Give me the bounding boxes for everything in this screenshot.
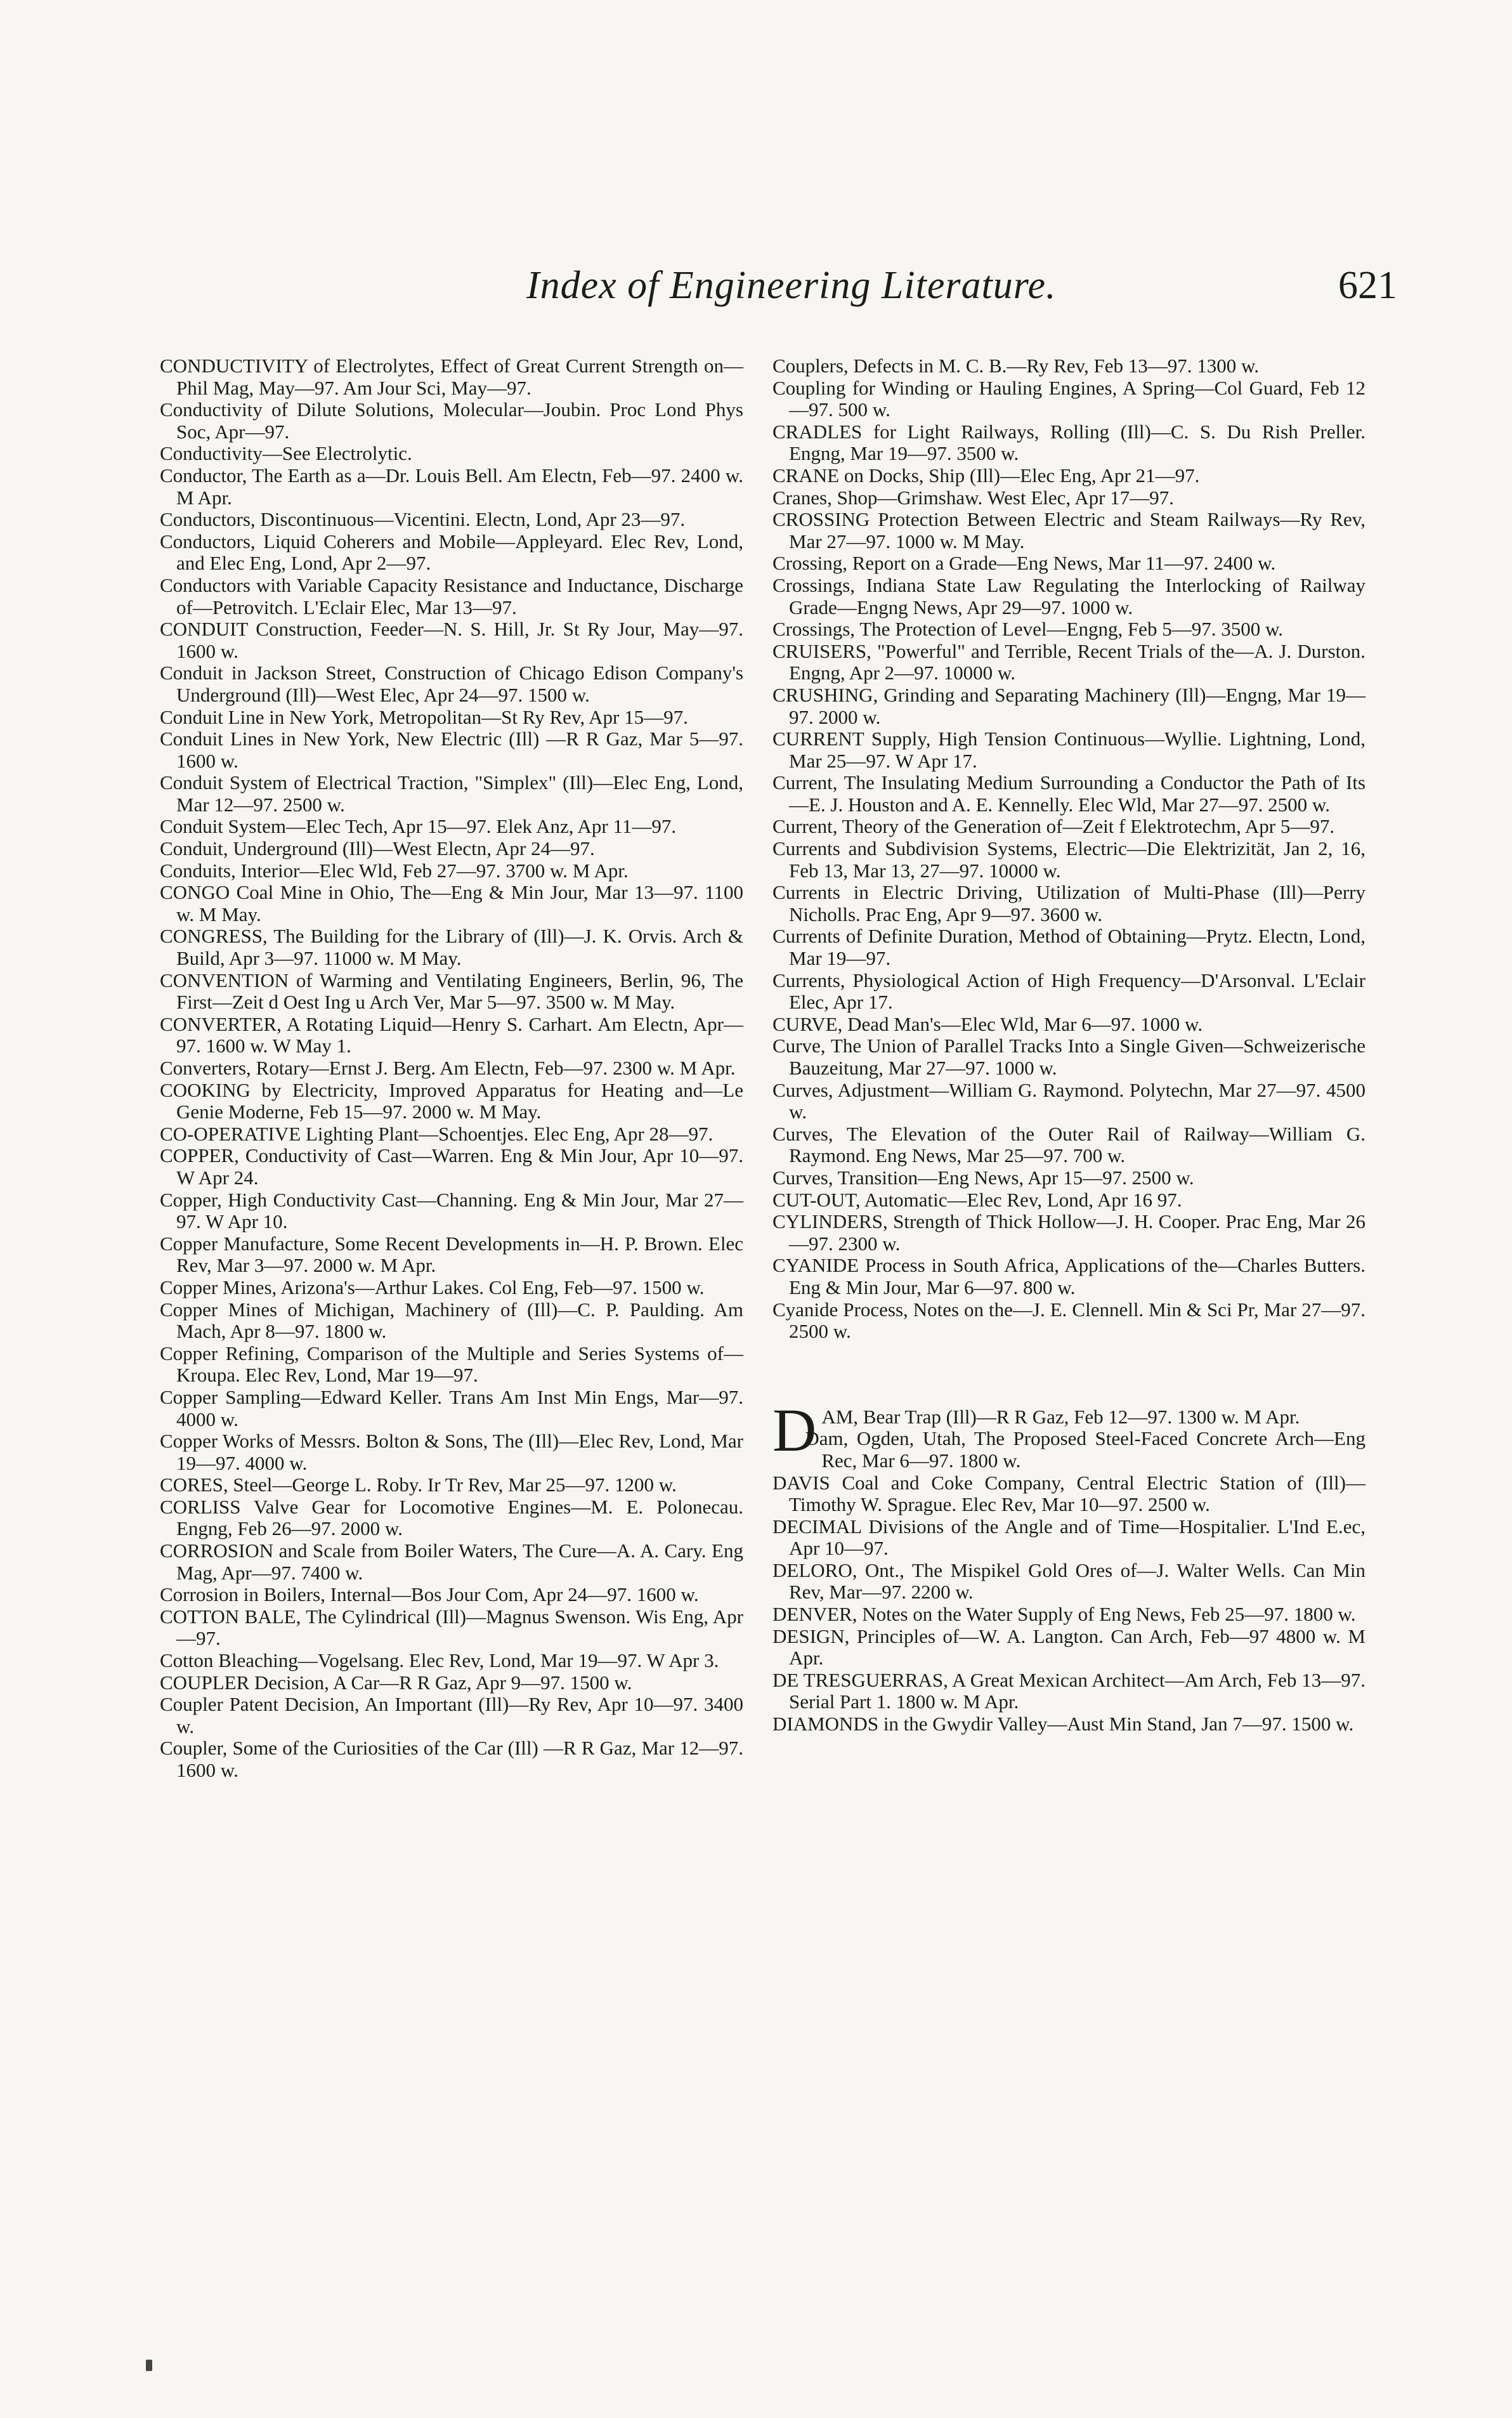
d-section-entries [772,1428,1365,1735]
index-entry: Copper Works of Messrs. Bolton & Sons, The (Ill)—Elec Rev, Lond, Mar 19—97. 4000 w. [160,1430,743,1474]
index-entry: CONGO Coal Mine in Ohio, The—Eng & Min Jour, Mar 13—97. 1100 w. M May. [160,881,743,925]
index-entry: CO-OPERATIVE Lighting Plant—Schoentjes. Elec Eng, Apr 28—97. [160,1122,714,1145]
index-entry: Coupling for Winding or Hauling Engines, A Spring—Col Guard, Feb 12—97. 500 w. [772,376,1365,421]
index-entry: Curves, Adjustment—William G. Raymond. Polytechn, Mar 27—97. 4500 w. [772,1078,1365,1123]
index-entry: CONDUCTIVITY of Electrolytes, Effect of Great Current Strength on—Phil Mag, May—97. Am Jour Sci, May—97. [160,355,743,399]
index-entry: CYLINDERS, Strength of Thick Hollow—J. H. Cooper. Prac Eng, Mar 26—97. 2300 w. [772,1210,1365,1255]
index-entry: Cranes, Shop—Grimshaw. West Elec, Apr 17—97. [772,486,1174,509]
index-entry: Converters, Rotary—Ernst J. Berg. Am Electn, Feb—97. 2300 w. M Apr. [160,1057,736,1079]
index-entry: Currents and Subdivision Systems, Electric—Die Elektrizität, Jan 2, 16, Feb 13, Mar 13, 27—97. 10000 w. [772,837,1365,882]
index-entry: Cotton Bleaching—Vogelsang. Elec Rev, Lond, Mar 19—97. W Apr 3. [160,1649,719,1672]
d-section-first-entry-text: AM, Bear Trap (Ill)—R R Gaz, Feb 12—97. 1300 w. M Apr. [821,1405,1300,1428]
index-entry: COPPER, Conductivity of Cast—Warren. Eng & Min Jour, Apr 10—97. W Apr 24. [160,1144,743,1189]
index-entry: Currents, Physiological Action of High Frequency—D'Arsonval. L'Eclair Elec, Apr 17. [772,969,1365,1014]
index-entry: DENVER, Notes on the Water Supply of Eng News, Feb 25—97. 1800 w. [772,1603,1356,1626]
index-entry: Copper Mines, Arizona's—Arthur Lakes. Col Eng, Feb—97. 1500 w. [160,1276,705,1298]
d-section [772,1395,1365,1735]
index-entry: Conduit System—Elec Tech, Apr 15—97. Elek Anz, Apr 11—97. [160,815,677,838]
page-number: 621 [1338,264,1397,307]
index-entry: CONVENTION of Warming and Ventilating Engineers, Berlin, 96, The First—Zeit d Oest Ing u Arch Ver, Mar 5—97. 3500 w. M May. [160,969,743,1014]
index-entry: CURRENT Supply, High Tension Continuous—Wyllie. Lightning, Lond, Mar 25—97. W Apr 17. [772,728,1365,772]
index-entry: DELORO, Ont., The Mispikel Gold Ores of—J. Walter Wells. Can Min Rev, Mar—97. 2200 w. [772,1559,1365,1604]
index-entry: Curves, Transition—Eng News, Apr 15—97. 2500 w. [772,1166,1194,1189]
index-entry: Corrosion in Boilers, Internal—Bos Jour Com, Apr 24—97. 1600 w. [160,1583,699,1606]
index-entry: DESIGN, Principles of—W. A. Langton. Can Arch, Feb—97 4800 w. M Apr. [772,1624,1365,1670]
index-entry: Copper Sampling—Edward Keller. Trans Am Inst Min Engs, Mar—97. 4000 w. [160,1385,743,1430]
index-entry: CRUSHING, Grinding and Separating Machinery (Ill)—Engng, Mar 19—97. 2000 w. [772,683,1365,728]
index-entry: CRUISERS, "Powerful" and Terrible, Recent Trials of the—A. J. Durston. Engng, Apr 2—97. 10000 w. [772,639,1365,684]
index-entry: Couplers, Defects in M. C. B.—Ry Rev, Feb 13—97. 1300 w. [772,355,1260,377]
index-entry: Currents in Electric Driving, Utilization of Multi-Phase (Ill)—Perry Nicholls. Prac Eng, Apr 9—97. 3600 w. [772,881,1365,925]
index-entry: Conductors, Liquid Coherers and Mobile—Appleyard. Elec Rev, Lond, and Elec Eng, Lond, Apr 2—97. [160,530,743,575]
index-entry: Conduit Line in New York, Metropolitan—St Ry Rev, Apr 15—97. [160,705,688,728]
right-column-entries [772,355,1365,1343]
index-entry: Conduits, Interior—Elec Wld, Feb 27—97. 3700 w. M Apr. [160,859,629,882]
index-entry: DAVIS Coal and Coke Company, Central Electric Station of (Ill)—Timothy W. Sprague. Elec Rev, Mar 10—97. 2500 w. [772,1471,1365,1516]
index-entry: Conductors, Discontinuous—Vicentini. Electn, Lond, Apr 23—97. [160,508,686,531]
index-entry: CONVERTER, A Rotating Liquid—Henry S. Carhart. Am Electn, Apr—97. 1600 w. W May 1. [160,1012,743,1057]
index-entry: Curve, The Union of Parallel Tracks Into a Single Given—Schweizerische Bauzeitung, Mar 27—97. 1000 w. [772,1035,1365,1079]
index-entry: Copper Manufacture, Some Recent Developments in—H. P. Brown. Elec Rev, Mar 3—97. 2000 w. M Apr. [160,1232,743,1277]
index-entry: Copper Mines of Michigan, Machinery of (Ill)—C. P. Paulding. Am Mach, Apr 8—97. 1800 w. [160,1298,743,1343]
index-entry: Current, The Insulating Medium Surrounding a Conductor the Path of Its—E. J. Houston and A. E. Kennelly. Elec Wld, Mar 27—97. 2500 w. [772,771,1365,816]
index-entry: Conductors with Variable Capacity Resistance and Inductance, Discharge of—Petrovitch. L'Eclair Elec, Mar 13—97. [160,573,743,618]
index-entry: Cyanide Process, Notes on the—J. E. Clennell. Min & Sci Pr, Mar 27—97. 2500 w. [772,1298,1365,1343]
index-entry: Conductivity—See Electrolytic. [160,442,412,465]
index-entry: Crossings, Indiana State Law Regulating the Interlocking of Railway Grade—Engng News, Apr 29—97. 1000 w. [772,573,1365,618]
index-entry: CONGRESS, The Building for the Library of (Ill)—J. K. Orvis. Arch & Build, Apr 3—97. 11000 w. M May. [160,925,743,970]
index-entry: Currents of Definite Duration, Method of Obtaining—Prytz. Electn, Lond, Mar 19—97. [772,925,1365,970]
index-entry: DECIMAL Divisions of the Angle and of Time—Hospitalier. L'Ind E.ec, Apr 10—97. [772,1515,1365,1560]
left-column [160,355,743,1782]
index-entry: CROSSING Protection Between Electric and Steam Railways—Ry Rev, Mar 27—97. 1000 w. M May. [772,508,1365,552]
index-entry: CONDUIT Construction, Feeder—N. S. Hill, Jr. St Ry Jour, May—97. 1600 w. [160,618,743,662]
index-entry: COUPLER Decision, A Car—R R Gaz, Apr 9—97. 1500 w. [160,1671,632,1694]
index-entry: CORES, Steel—George L. Roby. Ir Tr Rev, Mar 25—97. 1200 w. [160,1474,677,1496]
index-entry: COOKING by Electricity, Improved Apparatus for Heating and—Le Genie Moderne, Feb 15—97. 2000 w. M May. [160,1078,743,1123]
index-entry: Conduit, Underground (Ill)—West Electn, Apr 24—97. [160,837,595,860]
index-entry: Copper, High Conductivity Cast—Channing. Eng & Min Jour, Mar 27—97. W Apr 10. [160,1188,743,1233]
index-entry: Dam, Ogden, Utah, The Proposed Steel-Faced Concrete Arch—Eng Rec, Mar 6—97. 1800 w. [805,1427,1365,1472]
drop-cap-letter: D [772,1395,817,1464]
section-gap [772,1343,1365,1406]
index-entry: Conduit System of Electrical Traction, "Simplex" (Ill)—Elec Eng, Lond, Mar 12—97. 2500 w. [160,771,743,816]
index-entry: CORLISS Valve Gear for Locomotive Engines—M. E. Polonecau. Engng, Feb 26—97. 2000 w. [160,1495,743,1540]
index-entry: CUT-OUT, Automatic—Elec Rev, Lond, Apr 16 97. [772,1188,1182,1211]
index-entry: Conduit Lines in New York, New Electric (Ill) —R R Gaz, Mar 5—97. 1600 w. [160,728,743,772]
index-entry: Current, Theory of the Generation of—Zeit f Elektrotechm, Apr 5—97. [772,815,1335,838]
index-entry: CRANE on Docks, Ship (Ill)—Elec Eng, Apr 21—97. [772,464,1200,487]
index-entry: CRADLES for Light Railways, Rolling (Ill)—C. S. Du Rish Preller. Engng, Mar 19—97. 3500 w. [772,420,1365,465]
index-entry: DE TRESGUERRAS, A Great Mexican Architect—Am Arch, Feb 13—97. Serial Part 1. 1800 w. M Apr. [772,1668,1365,1713]
running-title: Index of Engineering Literature. [526,264,1057,307]
index-entry: Coupler Patent Decision, An Important (Ill)—Ry Rev, Apr 10—97. 3400 w. [160,1693,743,1737]
index-entry: Curves, The Elevation of the Outer Rail of Railway—William G. Raymond. Eng News, Mar 25—97. 700 w. [772,1122,1365,1167]
right-column [772,355,1365,1735]
index-entry: Conduit in Jackson Street, Construction of Chicago Edison Company's Underground (Ill)—West Elec, Apr 24—97. 1500 w. [160,662,743,706]
index-entry: CORROSION and Scale from Boiler Waters, The Cure—A. A. Cary. Eng Mag, Apr—97. 7400 w. [160,1539,743,1584]
index-entry: Crossing, Report on a Grade—Eng News, Mar 11—97. 2400 w. [772,552,1276,575]
index-entry: COTTON BALE, The Cylindrical (Ill)—Magnus Swenson. Wis Eng, Apr—97. [160,1605,743,1650]
index-entry: Copper Refining, Comparison of the Multiple and Series Systems of—Kroupa. Elec Rev, Lond, Mar 19—97. [160,1342,743,1387]
index-entry: CURVE, Dead Man's—Elec Wld, Mar 6—97. 1000 w. [772,1012,1203,1035]
index-entry: DIAMONDS in the Gwydir Valley—Aust Min Stand, Jan 7—97. 1500 w. [772,1713,1354,1735]
index-entry: Conductivity of Dilute Solutions, Molecular—Joubin. Proc Lond Phys Soc, Apr—97. [160,398,743,443]
index-entry: Conductor, The Earth as a—Dr. Louis Bell. Am Electn, Feb—97. 2400 w. M Apr. [160,464,743,509]
index-entry: Coupler, Some of the Curiosities of the Car (Ill) —R R Gaz, Mar 12—97. 1600 w. [160,1737,743,1781]
index-entry: Crossings, The Protection of Level—Engng, Feb 5—97. 3500 w. [772,618,1284,641]
margin-mark [146,2360,152,2371]
index-entry: CYANIDE Process in South Africa, Applications of the—Charles Butters. Eng & Min Jour, Mar 6—97. 800 w. [772,1254,1365,1298]
